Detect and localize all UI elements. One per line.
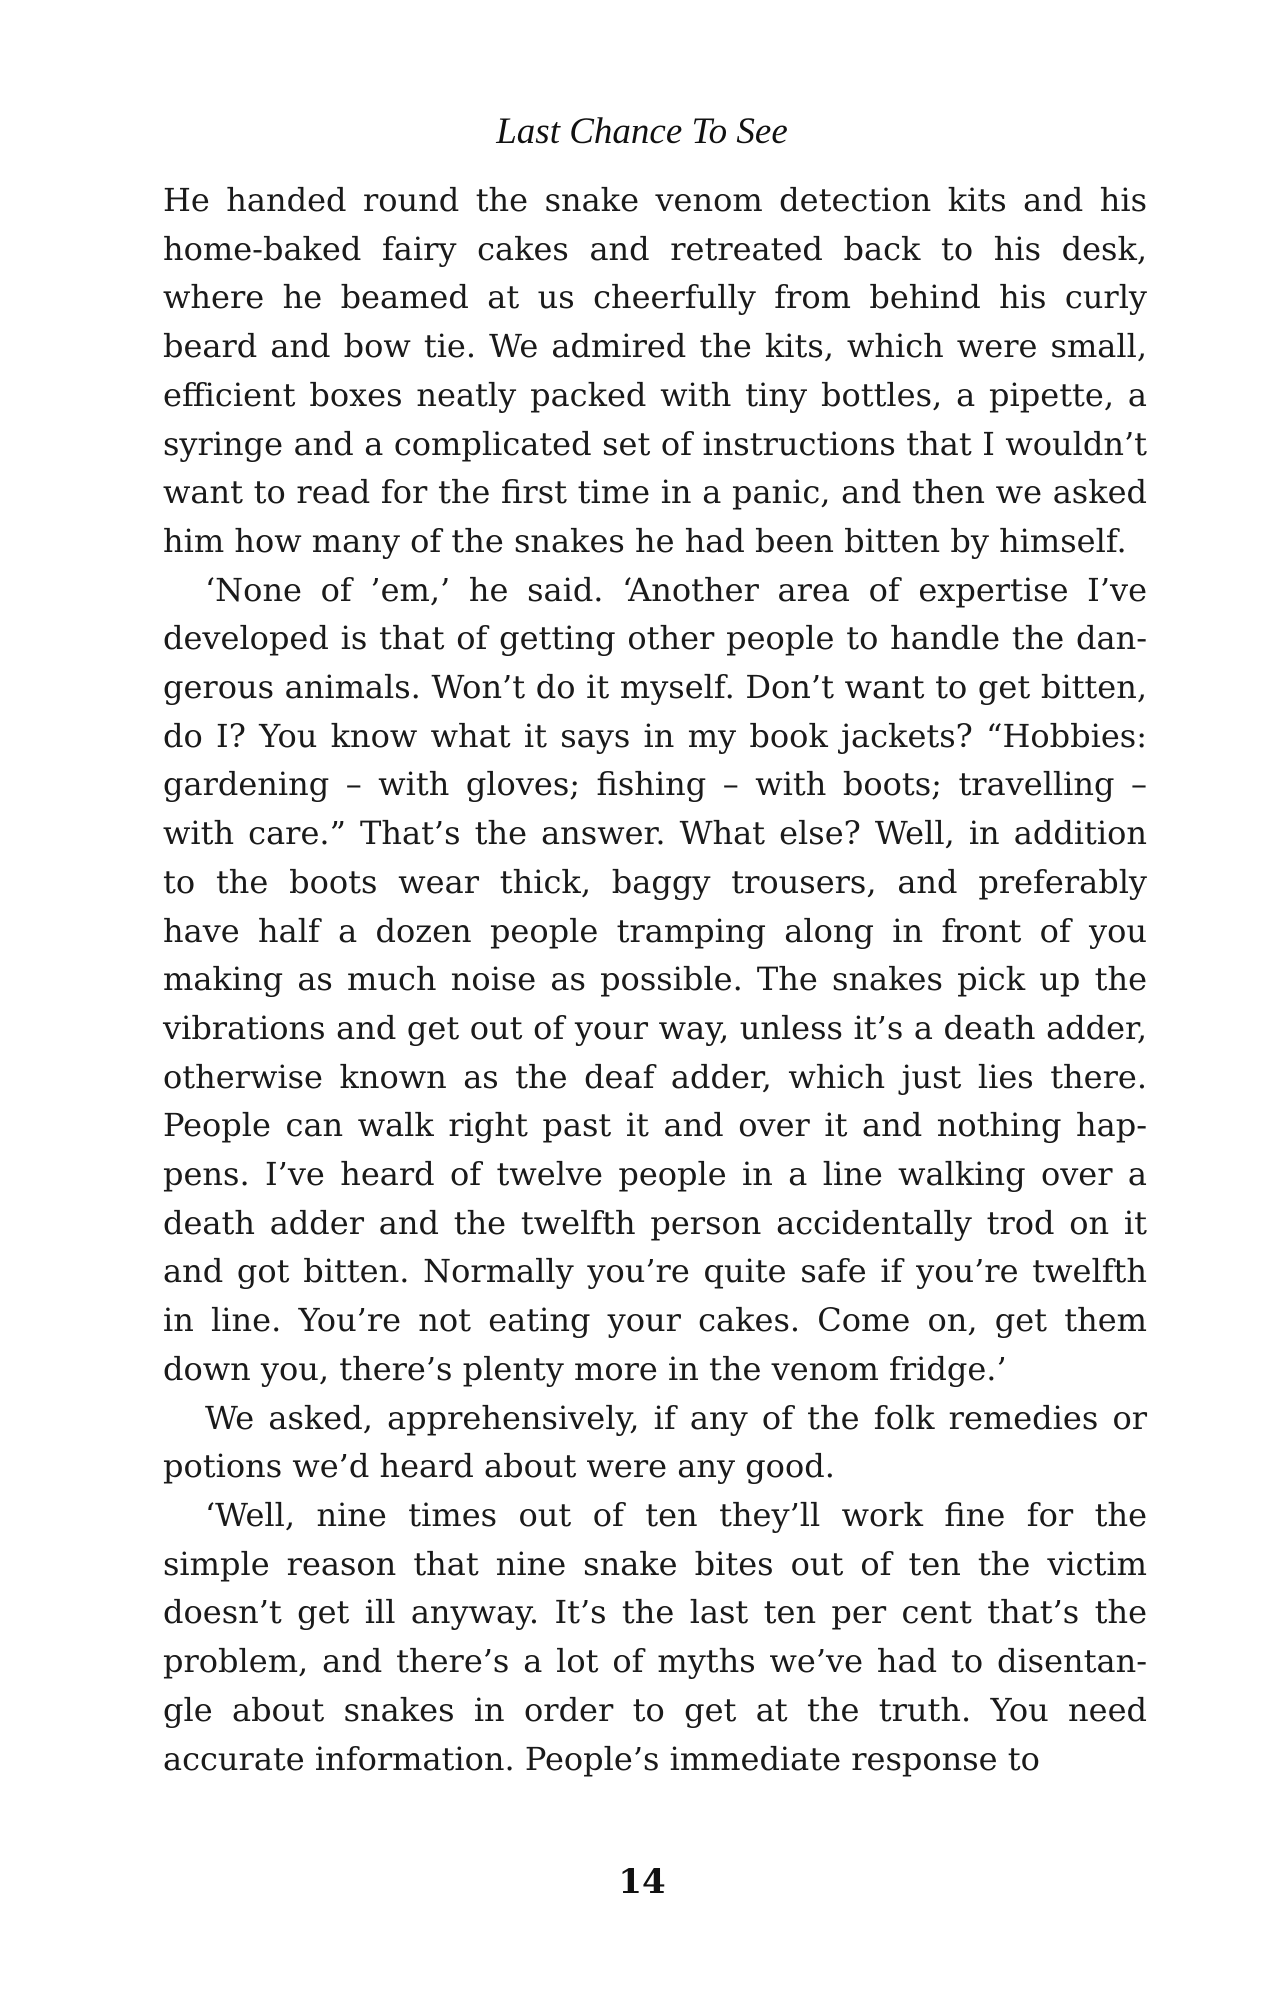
running-head: Last Chance To See [496, 111, 788, 152]
body-text [163, 176, 1147, 1783]
paragraph: ‘Well, nine times out of ten they’ll work fine for the simple reason that nine snake bites out of ten the victim doesn’t get ill anyway. It’s the last ten per cent that’s the problem, and there’s a lot of myths we’ve had to disentangle about snakes in order to get at the truth. You need accurate information. People’s immediate response to [163, 1495, 1147, 1778]
paragraph: We asked, apprehensively, if any of the folk remedies or potions we’d heard about were any good. [163, 1398, 1147, 1486]
page-number: 14 [618, 1862, 666, 1902]
paragraph: ‘None of ’em,’ he said. ‘Another area of expertise I’ve developed is that of getting other people to handle the dangerous animals. Won’t do it myself. Don’t want to get bitten, do I? You know what it says in my book jackets? “Hobbies: gardening – with gloves; fishing – with boots; travelling – with care.” That’s the answer. What else? Well, in addition to the boots wear thick, baggy trousers, and preferably have half a dozen people tramping along in front of you making as much noise as possible. The snakes pick up the vibrations and get out of your way, unless it’s a death adder, otherwise known as the deaf adder, which just lies there. People can walk right past it and over it and nothing happens. I’ve heard of twelve people in a line walking over a death adder and the twelfth person accidentally trod on it and got bitten. Normally you’re quite safe if you’re twelfth in line. You’re not eating your cakes. Come on, get them down you, there’s plenty more in the venom fridge.’ [163, 570, 1147, 1388]
paragraph: He handed round the snake venom detection kits and his home-baked fairy cakes and retreated back to his desk, where he beamed at us cheerfully from behind his curly beard and bow tie. We admired the kits, which were small, efficient boxes neatly packed with tiny bottles, a pipette, a syringe and a complicated set of instructions that I wouldn’t want to read for the first time in a panic, and then we asked him how many of the snakes he had been bitten by himself. [163, 181, 1147, 560]
